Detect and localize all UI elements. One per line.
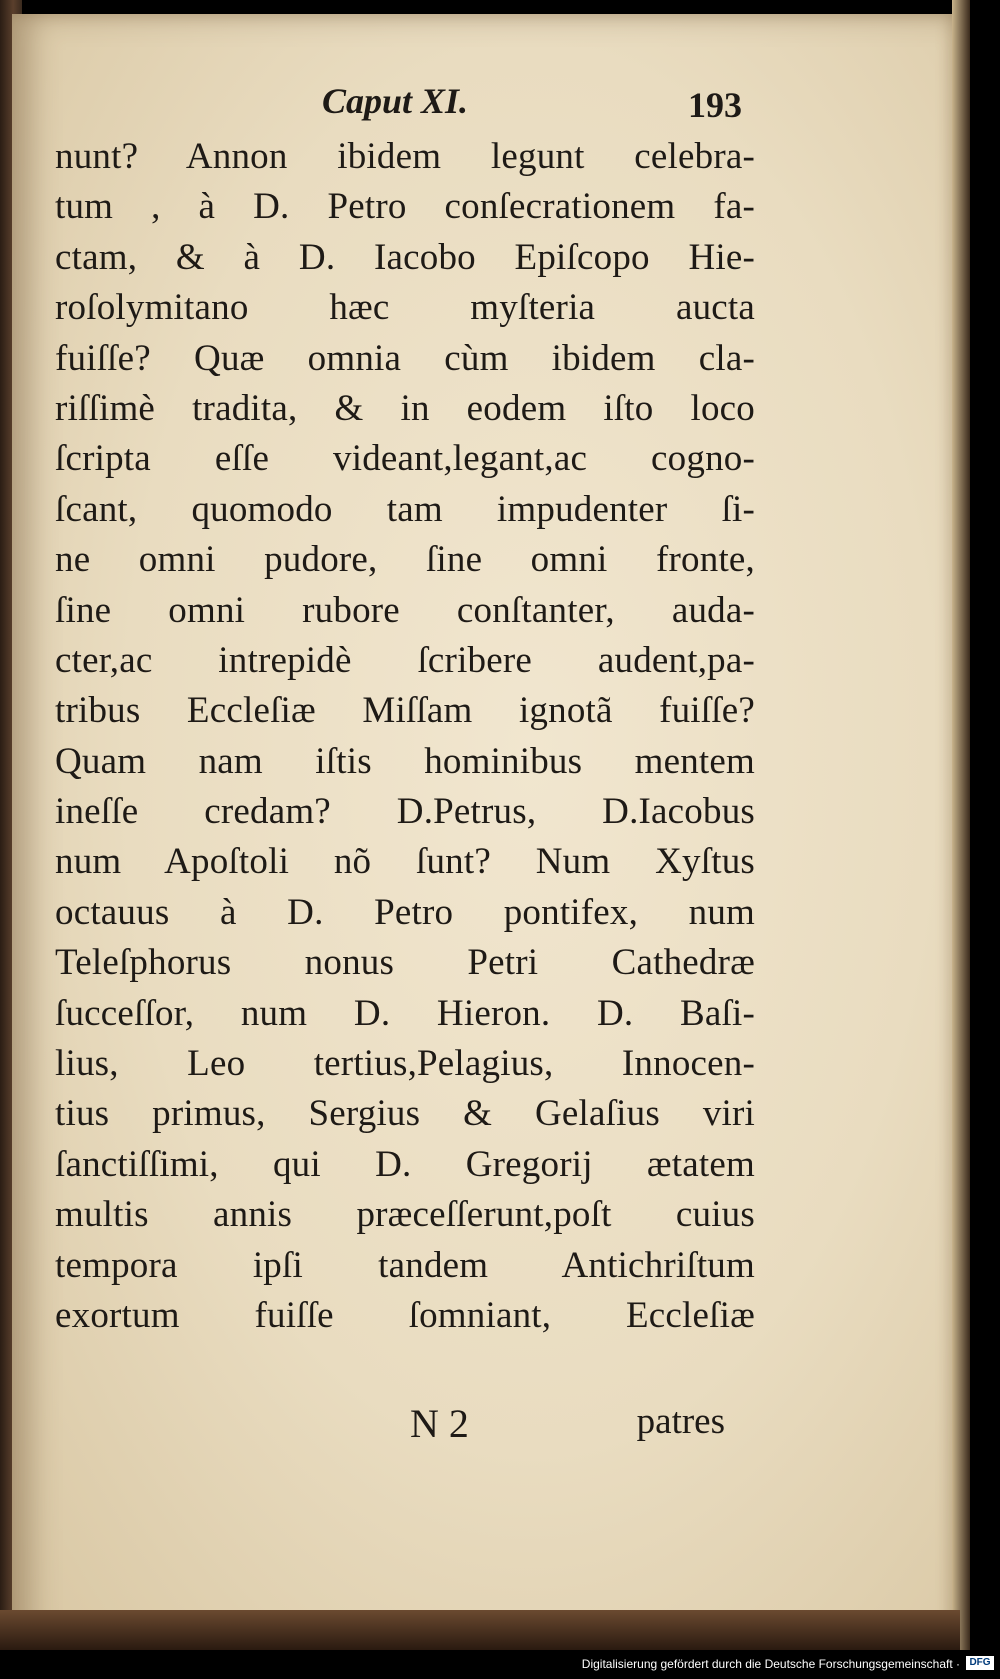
text-line: tius primus, Sergius & Gelaſius viri [55, 1093, 755, 1135]
page-right-edge [952, 0, 970, 1650]
page-bottom-edge [0, 1610, 960, 1650]
text-line: ſanctiſſimi, qui D. Gregorij ætatem [55, 1143, 755, 1185]
text-line: multis annis præceſſerunt,poſt cuius [55, 1194, 755, 1236]
text-line: ne omni pudore, ſine omni fronte, [55, 539, 755, 581]
text-line: num Apoſtoli nõ ſunt? Num Xyſtus [55, 841, 755, 883]
text-line: tempora ipſi tandem Antichriſtum [55, 1244, 755, 1286]
catchword-row [55, 1400, 725, 1460]
text-line: ſcripta eſſe videant,legant,ac cogno- [55, 438, 755, 480]
text-line: Teleſphorus nonus Petri Cathedræ [55, 942, 755, 984]
footer-bar [0, 1650, 1000, 1679]
text-line: cter,ac intrepidè ſcribere audent,pa- [55, 639, 755, 681]
dfg-logo-icon: DFG [966, 1656, 994, 1670]
footer-credit: Digitalisierung gefördert durch die Deutsche Forschungsgemeinschaft · [581, 1657, 960, 1671]
text-line: octauus à D. Petro pontifex, num [55, 891, 755, 933]
text-line: exortum fuiſſe ſomniant, Eccleſiæ [55, 1294, 755, 1336]
page-number: 193 [688, 85, 742, 125]
text-line: ſucceſſor, num D. Hieron. D. Baſi- [55, 992, 755, 1034]
catchword: patres [636, 1401, 725, 1442]
text-line: nunt? Annon ibidem legunt celebra- [55, 136, 755, 177]
signature-mark: N 2 [410, 1401, 469, 1446]
text-line: Quam nam iſtis hominibus mentem [55, 740, 755, 782]
text-line: ſcant, quomodo tam impudenter ſi- [55, 488, 755, 530]
text-line: lius, Leo tertius,Pelagius, Innocen- [55, 1043, 755, 1085]
body-text [55, 132, 755, 1341]
text-line: tribus Eccleſiæ Miſſam ignotã fuiſſe? [55, 690, 755, 732]
text-line: ctam, & à D. Iacobo Epiſcopo Hie- [55, 236, 755, 278]
running-head: Caput XI. [322, 81, 469, 121]
text-line: riſſimè tradita, & in eodem iſto loco [55, 387, 755, 429]
text-line: ſine omni rubore conſtanter, auda- [55, 589, 755, 631]
text-line: roſolymitano hæc myſteria aucta [55, 287, 755, 329]
text-line: fuiſſe? Quæ omnia cùm ibidem cla- [55, 337, 755, 379]
text-line: ineſſe credam? D.Petrus, D.Iacobus [55, 791, 755, 833]
text-line: tum , à D. Petro conſecrationem fa- [55, 186, 755, 228]
